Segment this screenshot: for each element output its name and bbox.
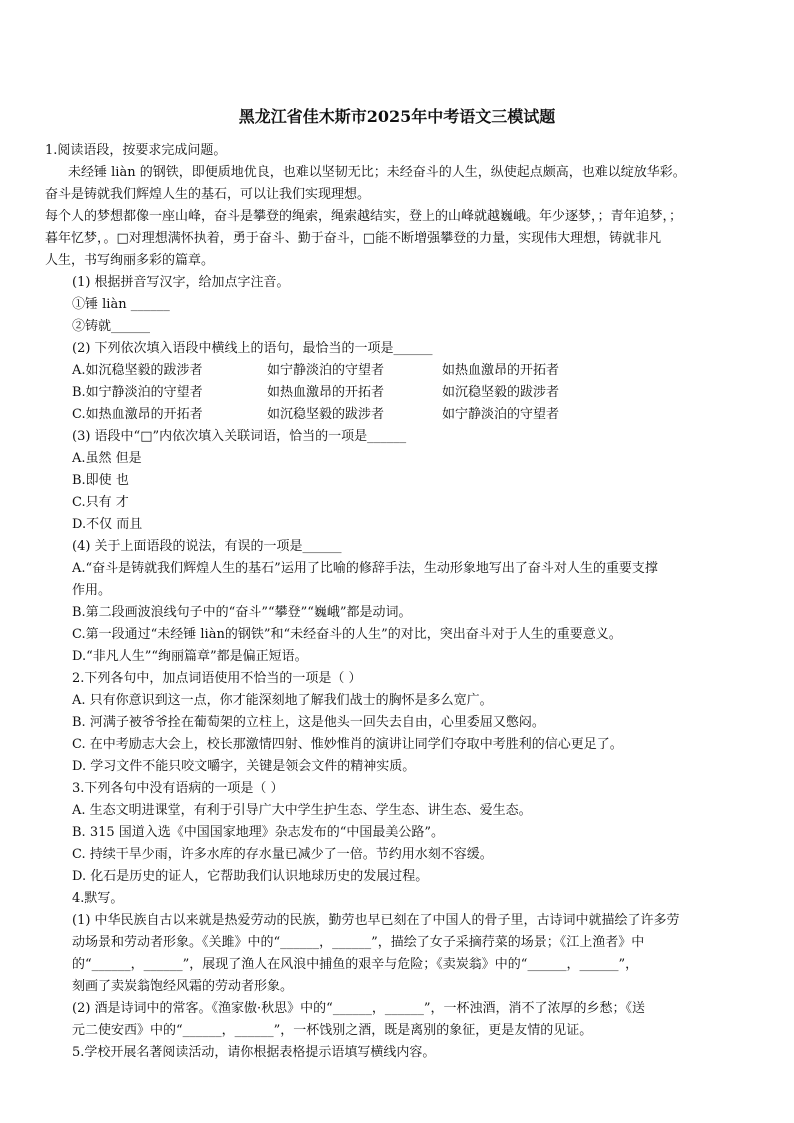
option-cell: B.如宁静淡泊的守望者 <box>72 385 203 400</box>
text-line: C.第一段通过“未经锤 liàn的钢铁”和“未经奋斗的人生”的对比，突出奋斗对于人生的重要意义。 <box>72 627 622 642</box>
text-line: ①锤 liàn ______ <box>72 297 170 312</box>
option-cell: 如热血激昂的开拓者 <box>442 363 560 378</box>
text-line: A. 生态文明进课堂，有利于引导广大中学生护生态、学生态、讲生态、爱生态。 <box>72 803 532 818</box>
text-line: C. 在中考励志大会上，校长那激情四射、惟妙惟肖的演讲让同学们夺取中考胜利的信心更足了。 <box>72 737 623 752</box>
text-line: D. 学习文件不能只咬文嚼字，关键是领会文件的精神实质。 <box>72 759 416 774</box>
page-title: 黑龙江省佳木斯市2025年中考语文三模试题 <box>238 107 556 126</box>
text-line: (3) 语段中“□”内依次填入关联词语，恰当的一项是______ <box>72 429 407 444</box>
text-line: D.“非凡人生”“绚丽篇章”都是偏正短语。 <box>72 649 308 664</box>
text-line: 人生，书写绚丽多彩的篇章。 <box>45 253 215 268</box>
text-line: (2) 酒是诗词中的常客。《渔家傲·秋思》中的“______，______”，一杯浊酒，消不了浓厚的乡愁；《送 <box>72 1001 645 1016</box>
text-line: ②铸就______ <box>72 319 151 334</box>
option-cell: 如沉稳坚毅的跋涉者 <box>267 407 385 422</box>
text-line: 动场景和劳动者形象。《关雎》中的“______，______”，描绘了女子采摘荇菜的场景；《江上渔者》中 <box>72 935 645 950</box>
text-line: 奋斗是铸就我们辉煌人生的基石，可以让我们实现理想。 <box>45 187 371 202</box>
text-line: 5.学校开展名著阅读活动，请你根据表格提示语填写横线内容。 <box>72 1045 436 1060</box>
text-line: B. 315 国道入选《中国国家地理》杂志发布的“中国最美公路”。 <box>72 825 445 840</box>
text-line: 未经锤 liàn 的钢铁，即便质地优良，也难以坚韧无比；未经奋斗的人生，纵使起点颇高，也难以绽放华彩。 <box>68 165 686 180</box>
text-line: C. 持续干旱少雨，许多水库的存水量已减少了一倍。节约用水刻不容缓。 <box>72 847 493 862</box>
text-line: B. 河满子被爷爷拴在葡萄架的立柱上，这是他头一回失去自由，心里委屈又憋闷。 <box>72 715 545 730</box>
text-line: 每个人的梦想都像一座山峰，奋斗是攀登的绳索，绳索越结实，登上的山峰就越巍峨。年少逐梦，；青年追梦，； <box>45 209 683 224</box>
text-line: B.即使 也 <box>72 473 129 488</box>
text-line: A.虽然 但是 <box>72 451 142 466</box>
text-line: (2) 下列依次填入语段中横线上的语句，最恰当的一项是______ <box>72 341 433 356</box>
text-line: D.不仅 而且 <box>72 517 143 532</box>
option-cell: A.如沉稳坚毅的跋涉者 <box>72 363 203 378</box>
option-row <box>72 360 792 382</box>
text-line: D. 化石是历史的证人，它帮助我们认识地球历史的发展过程。 <box>72 869 429 884</box>
text-line: C.只有 才 <box>72 495 129 510</box>
text-line: 2.下列各句中，加点词语使用不恰当的一项是（ ） <box>72 671 362 686</box>
text-line: 作用。 <box>72 583 112 598</box>
option-cell: C.如热血激昂的开拓者 <box>72 407 203 422</box>
option-row <box>72 404 792 426</box>
text-line: 1.阅读语段，按要求完成问题。 <box>45 143 227 158</box>
text-line: A.“奋斗是铸就我们辉煌人生的基石”运用了比喻的修辞手法，生动形象地写出了奋斗对人生的重要支撑 <box>72 561 658 576</box>
text-line: 4.默写。 <box>72 891 124 906</box>
text-line: A. 只有你意识到这一点，你才能深刻地了解我们战士的胸怀是多么宽广。 <box>72 693 493 708</box>
option-cell: 如热血激昂的开拓者 <box>267 385 385 400</box>
text-line: 的“______，______”，展现了渔人在风浪中捕鱼的艰辛与危险；《卖炭翁》中的“______，______”， <box>72 957 639 972</box>
text-line: 元二使安西》中的“______，______”，一杯饯别之酒，既是离别的象征，更是友情的见证。 <box>72 1023 593 1038</box>
text-line: 刻画了卖炭翁饱经风霜的劳动者形象。 <box>72 979 294 994</box>
text-line: (4) 关于上面语段的说法，有误的一项是______ <box>72 539 342 554</box>
text-line: 3.下列各句中没有语病的一项是（ ） <box>72 781 284 796</box>
option-cell: 如沉稳坚毅的跋涉者 <box>442 385 560 400</box>
text-line: B.第二段画波浪线句子中的“奋斗”“攀登”“巍峨”都是动词。 <box>72 605 412 620</box>
text-line: (1) 中华民族自古以来就是热爱劳动的民族，勤劳也早已刻在了中国人的骨子里，古诗词中就描绘了许多劳 <box>72 913 680 928</box>
option-row <box>72 382 792 404</box>
option-cell: 如宁静淡泊的守望者 <box>267 363 385 378</box>
option-cell: 如宁静淡泊的守望者 <box>442 407 560 422</box>
text-line: 暮年忆梦，。□对理想满怀执着，勇于奋斗、勤于奋斗，□能不断增强攀登的力量，实现伟大理想，铸就非凡 <box>45 231 662 246</box>
text-line: (1) 根据拼音写汉字，给加点字注音。 <box>72 275 290 290</box>
